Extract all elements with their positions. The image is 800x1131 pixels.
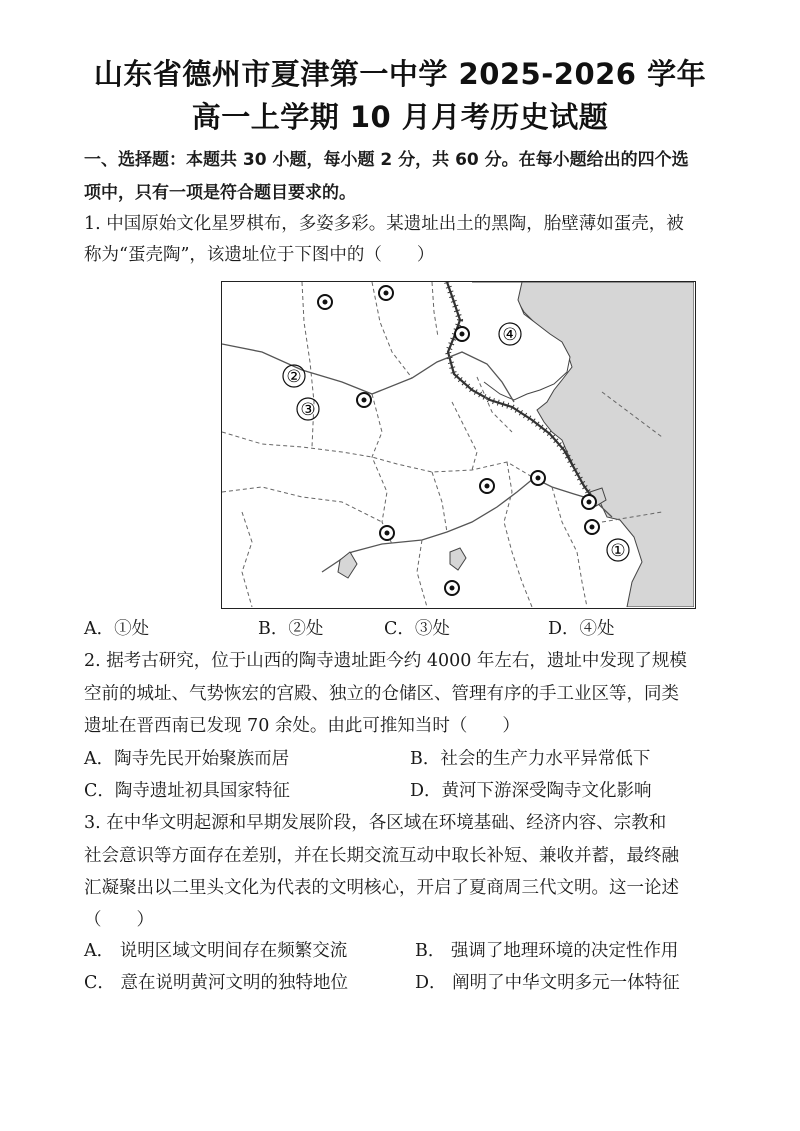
yangtze-river (322, 478, 612, 572)
map-label-2: ② (286, 367, 302, 387)
q1-option-b[interactable]: B．②处 (258, 619, 324, 639)
exam-title-line1: 山东省德州市夏津第一中学 2025-2026 学年 (93, 57, 707, 91)
site-marker (318, 295, 332, 309)
section-instruction-line2: 项中，只有一项是符合题目要求的。 (84, 183, 356, 203)
site-marker (480, 479, 494, 493)
q2-option-c[interactable]: C．陶寺遗址初具国家特征 (84, 781, 290, 801)
map-label-4: ④ (502, 325, 518, 345)
question-1-stem-line1: 1. 中国原始文化星罗棋布，多姿多彩。某遗址出土的黑陶，胎壁薄如蛋壳，被 (84, 214, 684, 234)
site-marker (531, 471, 545, 485)
site-marker (582, 495, 596, 509)
lake (338, 552, 357, 578)
q3-option-a[interactable]: A． 说明区域文明间存在频繁交流 (84, 941, 348, 961)
q3-option-c[interactable]: C． 意在说明黄河文明的独特地位 (84, 973, 348, 993)
question-3-stem-line3: 汇凝聚出以二里头文化为代表的文明核心，开启了夏商周三代文明。这一论述 (84, 878, 679, 898)
site-marker (585, 520, 599, 534)
q3-option-b[interactable]: B． 强调了地理环境的决定性作用 (415, 941, 679, 961)
q1-option-d[interactable]: D．④处 (548, 619, 615, 639)
section-instruction-line1: 一、选择题：本题共 30 小题，每小题 2 分，共 60 分。在每小题给出的四个选 (84, 150, 689, 170)
question-3-stem-line1: 3. 在中华文明起源和早期发展阶段，各区域在环境基础、经济内容、宗教和 (84, 813, 667, 833)
map-label-3: ③ (300, 400, 316, 420)
map-label-1: ① (610, 541, 626, 561)
lake (450, 548, 466, 570)
q2-option-a[interactable]: A．陶寺先民开始聚族而居 (84, 749, 290, 769)
question-3-stem-line2: 社会意识等方面存在差别，并在长期交流互动中取长补短、兼收并蓄，最终融 (84, 846, 679, 866)
q1-option-a[interactable]: A．①处 (84, 619, 150, 639)
q3-option-d[interactable]: D． 阐明了中华文明多元一体特征 (415, 973, 680, 993)
q2-option-d[interactable]: D．黄河下游深受陶寺文化影响 (410, 781, 652, 801)
site-marker (380, 526, 394, 540)
question-3-stem-line4: （ ） (84, 910, 154, 930)
exam-title-line2: 高一上学期 10 月月考历史试题 (191, 100, 609, 134)
archaeological-site-map (221, 281, 696, 609)
q2-option-b[interactable]: B．社会的生产力水平异常低下 (410, 749, 651, 769)
site-marker (455, 327, 469, 341)
q1-option-c[interactable]: C．③处 (384, 619, 450, 639)
question-2-stem-line3: 遗址在晋西南已发现 70 余处。由此可推知当时（ ） (84, 716, 520, 736)
question-2-stem-line1: 2. 据考古研究，位于山西的陶寺遗址距今约 4000 年左右，遗址中发现了规模 (84, 651, 687, 671)
site-marker (445, 581, 459, 595)
question-2-stem-line2: 空前的城址、气势恢宏的宫殿、独立的仓储区、管理有序的手工业区等，同类 (84, 684, 679, 704)
question-1-stem-line2: 称为“蛋壳陶”，该遗址位于下图中的（ ） (84, 245, 435, 265)
site-marker (379, 286, 393, 300)
site-marker (357, 393, 371, 407)
